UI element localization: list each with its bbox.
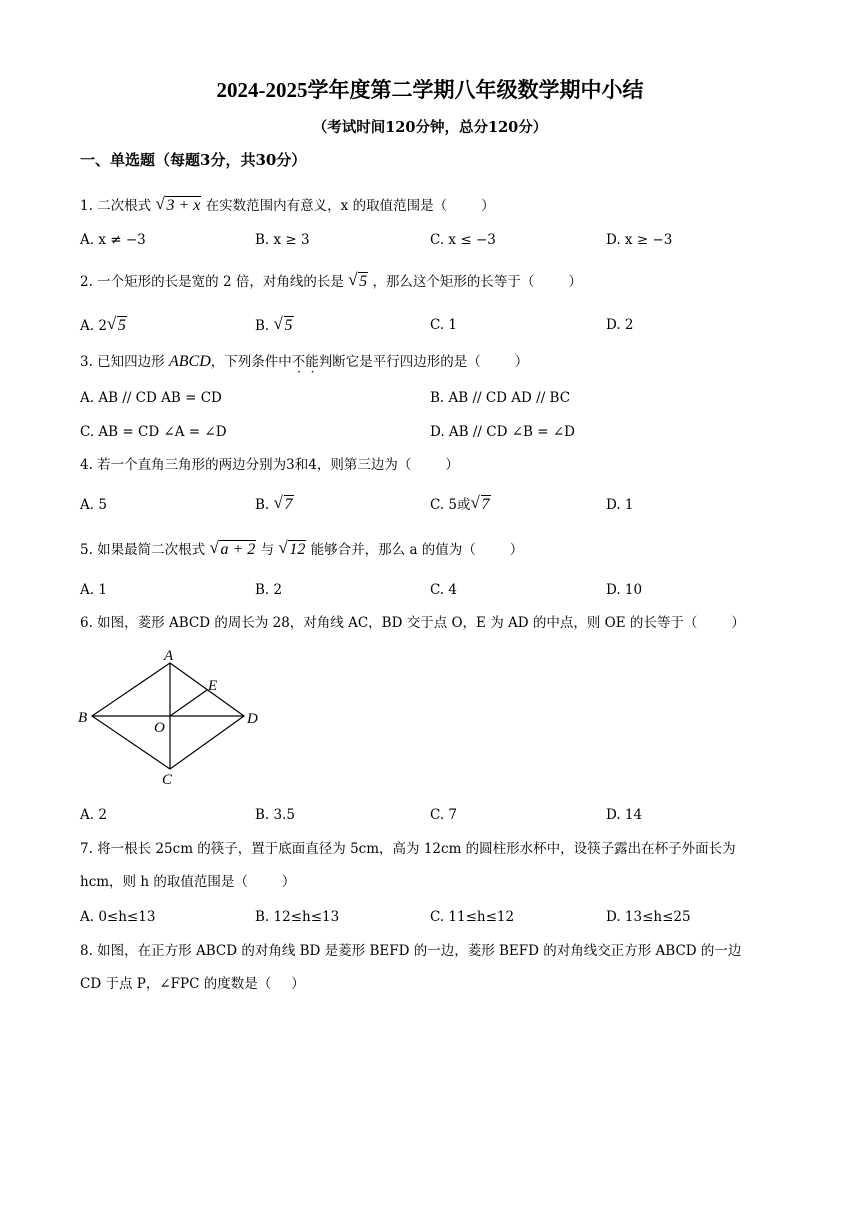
q5-close: ） xyxy=(509,542,524,558)
q3-text-mid: ，下列条件中 xyxy=(210,354,292,370)
q3-text-pre: 3. 已知四边形 xyxy=(80,354,165,370)
question-4 xyxy=(80,457,459,473)
q2-text-post: ，那么这个矩形的长等于（ xyxy=(372,274,535,290)
q1-text-pre: 1. 二次根式 xyxy=(80,198,152,214)
q2-close: ） xyxy=(568,274,582,290)
q7-close: ） xyxy=(281,874,296,890)
q2-option-a-radical: √ 5 xyxy=(106,314,126,334)
q2-option-b-label: B. xyxy=(255,318,270,334)
q7-option-b: B. 12≤h≤13 xyxy=(255,909,340,925)
q2-option-a xyxy=(80,316,127,335)
q1-option-a: A. x ≠ −3 xyxy=(80,232,146,248)
q3-var: ABCD xyxy=(168,353,211,370)
q4-option-b-radicand: 7 xyxy=(284,496,293,513)
q3-option-d: D. AB // CD ∠B = ∠D xyxy=(430,424,575,440)
q2-option-a-radicand: 5 xyxy=(117,317,126,334)
q8-text-line-2: CD 于点 P，∠FPC 的度数是（ xyxy=(80,976,272,992)
question-6 xyxy=(80,615,745,631)
q6-option-d: D. 14 xyxy=(606,807,643,823)
q8-close: ） xyxy=(291,976,305,992)
q5-radical-2: √ 12 xyxy=(278,538,306,558)
q5-radical-1: √ a + 2 xyxy=(209,538,256,558)
question-8-line-2 xyxy=(80,976,305,992)
q5-text-pre: 5. 如果最简二次根式 xyxy=(80,542,206,558)
q2-option-a-coef: A. 2 xyxy=(80,318,107,334)
question-8-line-1: 8. 如图，在正方形 ABCD 的对角线 BD 是菱形 BEFD 的一边，菱形 BEFD 的对角线交正方形 ABCD 的一边 xyxy=(80,943,742,959)
q6-text: 6. 如图，菱形 ABCD 的周长为 28，对角线 AC，BD 交于点 O，E 为 AD 的中点，则 OE 的长等于（ xyxy=(80,615,698,631)
q3-emph-2: 能 xyxy=(305,354,319,370)
question-3 xyxy=(80,352,528,371)
q2-radicand: 5 xyxy=(359,273,368,290)
q3-option-a: A. AB // CD AB = CD xyxy=(80,390,222,406)
q2-text-pre: 2. 一个矩形的长是宽的 2 倍，对角线的长是 xyxy=(80,274,344,290)
exam-info: （考试时间120分钟，总分120分） xyxy=(312,119,548,136)
q4-option-b xyxy=(255,495,294,514)
q1-close: ） xyxy=(481,198,495,214)
q4-option-b-label: B. xyxy=(255,497,270,513)
q6-option-b: B. 3.5 xyxy=(255,807,295,823)
q1-text-post: 在实数范围内有意义，x 的取值范围是（ xyxy=(205,198,448,214)
label-o: O xyxy=(154,720,165,736)
segment-oe xyxy=(170,690,207,716)
q7-text-line-2: hcm，则 h 的取值范围是（ xyxy=(80,874,248,890)
q3-emph-1: 不 xyxy=(291,354,306,370)
question-7-line-1: 7. 将一根长 25cm 的筷子，置于底面直径为 5cm，高为 12cm 的圆柱形水杯中，设筷子露出在杯子外面长为 xyxy=(80,841,736,857)
q3-option-b: B. AB // CD AD // BC xyxy=(430,390,571,406)
q2-option-b-radicand: 5 xyxy=(284,317,293,334)
q4-option-a: A. 5 xyxy=(80,497,107,513)
q2-option-c: C. 1 xyxy=(430,317,458,333)
question-1 xyxy=(80,196,495,215)
q5-option-a: A. 1 xyxy=(80,582,107,598)
section-heading: 一、单选题（每题3分，共30分） xyxy=(80,151,307,169)
q4-option-c-pre: C. 5或 xyxy=(430,497,471,513)
q6-close: ） xyxy=(731,615,745,631)
q7-option-a: A. 0≤h≤13 xyxy=(80,909,156,925)
q5-radicand-1: a + 2 xyxy=(220,541,256,558)
question-7-line-2 xyxy=(80,874,295,890)
label-d: D xyxy=(247,711,258,727)
q7-option-c: C. 11≤h≤12 xyxy=(430,909,515,925)
q6-option-c: C. 7 xyxy=(430,807,458,823)
q4-option-c xyxy=(430,495,491,514)
q4-text: 4. 若一个直角三角形的两边分别为3和4，则第三边为（ xyxy=(80,457,412,473)
q5-text-mid: 与 xyxy=(260,542,275,558)
q3-text-post: 判断它是平行四边形的是（ xyxy=(318,354,481,370)
q3-option-c: C. AB = CD ∠A = ∠D xyxy=(80,424,227,440)
q6-option-a: A. 2 xyxy=(80,807,107,823)
label-a: A xyxy=(164,648,174,664)
q1-option-b: B. x ≥ 3 xyxy=(255,232,310,248)
q5-text-post: 能够合并，那么 a 的值为（ xyxy=(310,542,476,558)
q1-radicand: 3 + x xyxy=(166,197,201,214)
label-e: E xyxy=(208,678,218,694)
question-2 xyxy=(80,272,582,291)
q3-close: ） xyxy=(514,354,529,370)
q1-option-c: C. x ≤ −3 xyxy=(430,232,496,248)
q5-option-b: B. 2 xyxy=(255,582,283,598)
q1-radical: √ 3 + x xyxy=(155,194,201,214)
q5-option-c: C. 4 xyxy=(430,582,458,598)
label-c: C xyxy=(162,772,173,788)
rhombus-figure xyxy=(74,644,274,794)
q2-option-d: D. 2 xyxy=(606,317,634,333)
label-b: B xyxy=(78,710,88,726)
q2-option-b-radical: √ 5 xyxy=(273,314,293,334)
question-5 xyxy=(80,540,523,559)
page-title: 2024-2025学年度第二学期八年级数学期中小结 xyxy=(216,78,644,102)
q2-radical: √ 5 xyxy=(348,270,368,290)
q4-option-d: D. 1 xyxy=(606,497,634,513)
q4-option-b-radical: √ 7 xyxy=(273,493,293,513)
q5-option-d: D. 10 xyxy=(606,582,643,598)
q4-option-c-radicand: 7 xyxy=(481,496,490,513)
q4-close: ） xyxy=(445,457,459,473)
q4-option-c-radical: √ 7 xyxy=(470,493,490,513)
q1-option-d: D. x ≥ −3 xyxy=(606,232,673,248)
q5-radicand-2: 12 xyxy=(289,541,306,558)
q2-option-b xyxy=(255,316,294,335)
q7-option-d: D. 13≤h≤25 xyxy=(606,909,691,925)
